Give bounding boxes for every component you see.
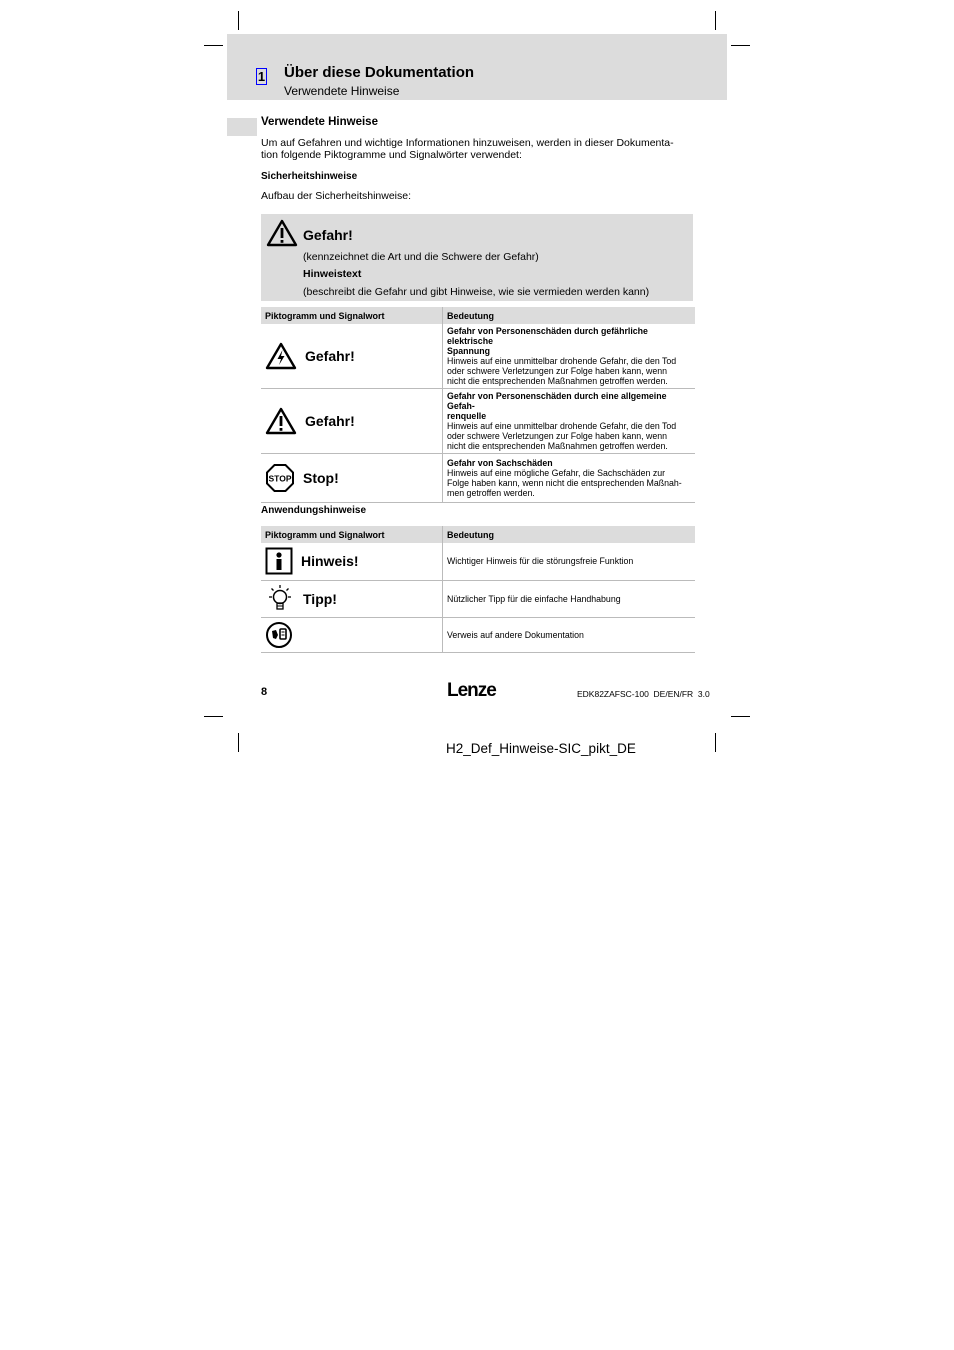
warning-line: (kennzeichnet die Art und die Schwere der Gefahr) <box>303 251 539 263</box>
warning-line: Hinweistext <box>303 268 362 280</box>
crop-mark <box>238 11 239 30</box>
description-text: Hinweis auf eine unmittelbar drohende Gefahr, die den Tod <box>447 356 677 366</box>
warning-line: (beschreibt die Gefahr und gibt Hinweise, wie sie vermieden werden kann) <box>303 286 650 298</box>
row-description <box>443 324 695 388</box>
section-title: Verwendete Hinweise <box>261 116 378 128</box>
signal-word: Gefahr! <box>305 413 355 429</box>
column-header: Piktogramm und Signalwort <box>261 307 443 324</box>
safety-intro: Aufbau der Sicherheitshinweise: <box>261 190 412 202</box>
description-title: Gefahr von Personenschäden durch eine allgemeine Gefah- <box>447 391 667 411</box>
info-icon <box>265 547 293 575</box>
description-text: men getroffen werden. <box>447 488 535 498</box>
table-row <box>261 543 695 580</box>
stop-sign-icon <box>265 463 295 493</box>
crop-mark <box>731 716 750 717</box>
crop-mark <box>238 733 239 752</box>
description-text: Hinweis auf eine mögliche Gefahr, die Sachschäden zur <box>447 468 666 478</box>
description-text: nicht die entsprechenden Maßnahmen getroffen werden. <box>447 441 668 451</box>
signal-word: Stop! <box>303 470 339 486</box>
stop-sign-text: STOP <box>268 473 292 484</box>
lenze-logo: Lenze <box>447 680 496 701</box>
reference-doc-icon <box>265 621 293 649</box>
table-row <box>261 617 695 652</box>
column-header: Bedeutung <box>443 307 696 324</box>
chapter-number: 1 <box>257 69 266 84</box>
page-number: 8 <box>261 686 268 698</box>
row-description: Wichtiger Hinweis für die störungsfreie Funktion <box>447 556 634 567</box>
crop-mark <box>715 11 716 30</box>
crop-mark <box>715 733 716 752</box>
row-description: Nützlicher Tipp für die einfache Handhabung <box>447 593 621 604</box>
description-title: Gefahr von Sachschäden <box>447 458 553 468</box>
document-id: EDK82ZAFSC-100 DE/EN/FR 3.0 <box>577 689 710 699</box>
description-title: renquelle <box>447 411 487 421</box>
page-title: Über diese Dokumentation <box>284 64 475 81</box>
column-header: Bedeutung <box>443 526 696 543</box>
crop-mark <box>731 45 750 46</box>
description-text: oder schwere Verletzungen zur Folge haben kann, wenn <box>447 366 668 376</box>
table-row <box>261 454 695 503</box>
side-tab <box>227 118 257 136</box>
table-row <box>261 580 695 617</box>
warning-triangle-icon <box>266 219 298 247</box>
column-header: Piktogramm und Signalwort <box>261 526 443 543</box>
description-text: nicht die entsprechenden Maßnahmen getroffen werden. <box>447 376 668 386</box>
lightbulb-icon <box>265 585 295 613</box>
row-description: Verweis auf andere Dokumentation <box>447 629 584 640</box>
intro-paragraph <box>261 137 701 161</box>
warning-signal-word: Gefahr! <box>303 227 353 243</box>
intro-line: tion folgende Piktogramme und Signalwörter verwendet: <box>261 149 522 161</box>
table-row <box>261 389 695 454</box>
intro-line: Um auf Gefahren und wichtige Informationen hinzuweisen, werden in dieser Dokumenta- <box>261 137 674 149</box>
crop-mark <box>204 45 223 46</box>
crop-mark <box>204 716 223 717</box>
table-row <box>261 324 695 389</box>
description-text: oder schwere Verletzungen zur Folge haben kann, wenn <box>447 431 668 441</box>
page-subtitle: Verwendete Hinweise <box>284 84 400 98</box>
warning-triangle-icon <box>265 407 297 435</box>
application-table <box>261 526 695 653</box>
signal-word: Hinweis! <box>301 553 359 570</box>
application-heading: Anwendungshinweise <box>261 505 367 516</box>
electric-hazard-icon <box>265 342 297 370</box>
safety-heading: Sicherheitshinweise <box>261 171 358 182</box>
warning-structure-box <box>261 214 693 301</box>
file-name: H2_Def_Hinweise-SIC_pikt_DE <box>446 741 636 756</box>
signal-word: Tipp! <box>303 590 337 607</box>
description-text: Hinweis auf eine unmittelbar drohende Gefahr, die den Tod <box>447 421 677 431</box>
safety-table <box>261 307 695 503</box>
description-text: Folge haben kann, wenn nicht die entsprechenden Maßnah- <box>447 478 682 488</box>
signal-word: Gefahr! <box>305 348 355 364</box>
row-description <box>443 456 695 500</box>
description-title: Spannung <box>447 346 491 356</box>
row-description <box>443 389 695 453</box>
description-title: Gefahr von Personenschäden durch gefährliche elektrische <box>447 326 648 346</box>
